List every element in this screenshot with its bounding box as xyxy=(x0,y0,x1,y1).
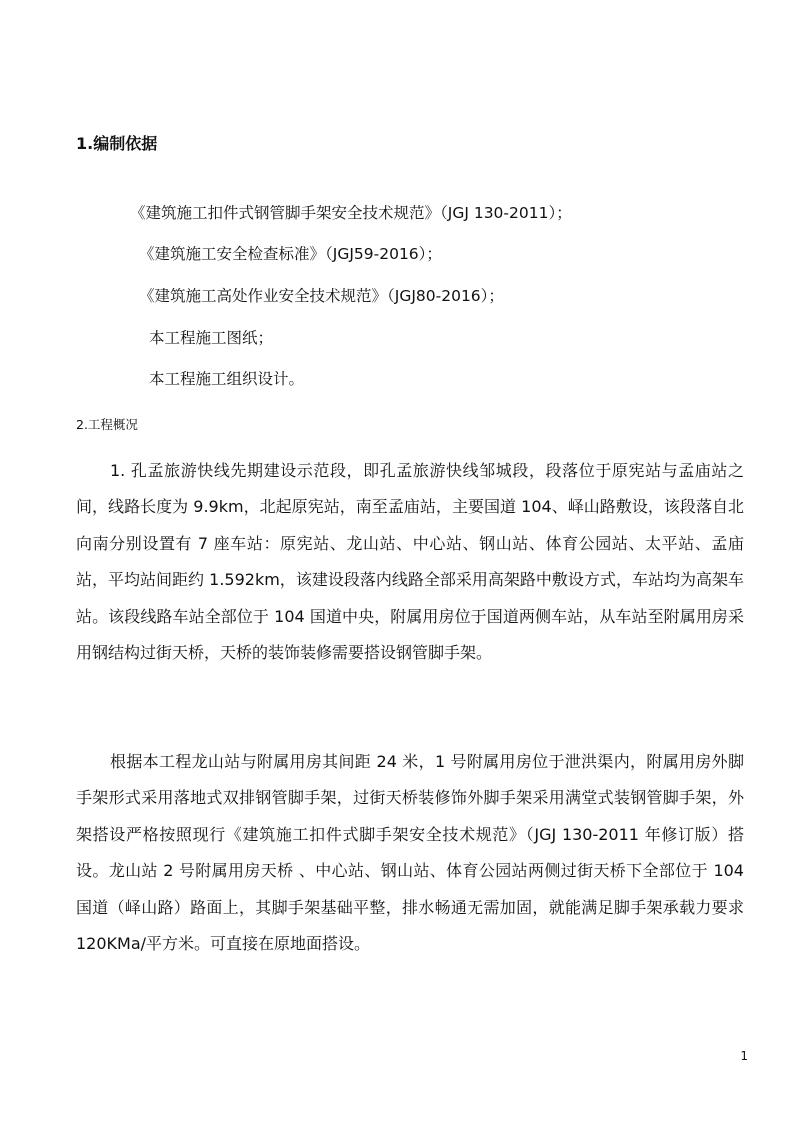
reference-item: 本工程施工组织设计。 xyxy=(149,370,305,388)
reference-item: 《建筑施工安全检查标准》（JGJ59-2016）； xyxy=(139,245,442,263)
overview-paragraph: 根据本工程龙山站与附属用房其间距 24 米，1 号附属用房位于泄洪渠内，附属用房外脚手架形式采用落地式双排钢管脚手架，过街天桥装修饰外脚手架采用满堂式装钢管脚手架，外架搭设严格按照现行《建筑施工扣件式脚手架安全技术规范》（JGJ 130-2011 年修订版）搭设。龙山站 2 号附属用房天桥 、中心站、钢山站、体育公园站两侧过街天桥下全部位于 104 国道（峄山路）路面上，其脚手架基础平整，排水畅通无需加固，就能满足脚手架承载力要求 120KMa/平方米。可直接在原地面搭设。 xyxy=(76,752,744,954)
reference-item: 《建筑施工扣件式钢管脚手架安全技术规范》（JGJ 130-2011）； xyxy=(130,204,572,222)
section-heading-overview: 2.工程概况 xyxy=(76,417,138,432)
reference-item: 《建筑施工高处作业安全技术规范》（JGJ80-2016）； xyxy=(139,287,504,305)
page-number: 1 xyxy=(740,1049,748,1063)
section-heading-basis: 1.编制依据 xyxy=(76,134,158,153)
overview-paragraph: 1. 孔孟旅游快线先期建设示范段，即孔孟旅游快线邹城段，段落位于原宪站与孟庙站之间，线路长度为 9.9km，北起原宪站，南至孟庙站，主要国道 104、峄山路敷设，该段落自北向南分别设置有 7 座车站：原宪站、龙山站、中心站、钢山站、体育公园站、太平站、孟庙站，平均站间距约 1.592km，该建设段落内线路全部采用高架路中敷设方式，车站均为高架车站。该段线路车站全部位于 104 国道中央，附属用房位于国道两侧车站，从车站至附属用房采用钢结构过街天桥，天桥的装饰装修需要搭设钢管脚手架。 xyxy=(76,461,744,663)
reference-item: 本工程施工图纸； xyxy=(149,329,274,347)
